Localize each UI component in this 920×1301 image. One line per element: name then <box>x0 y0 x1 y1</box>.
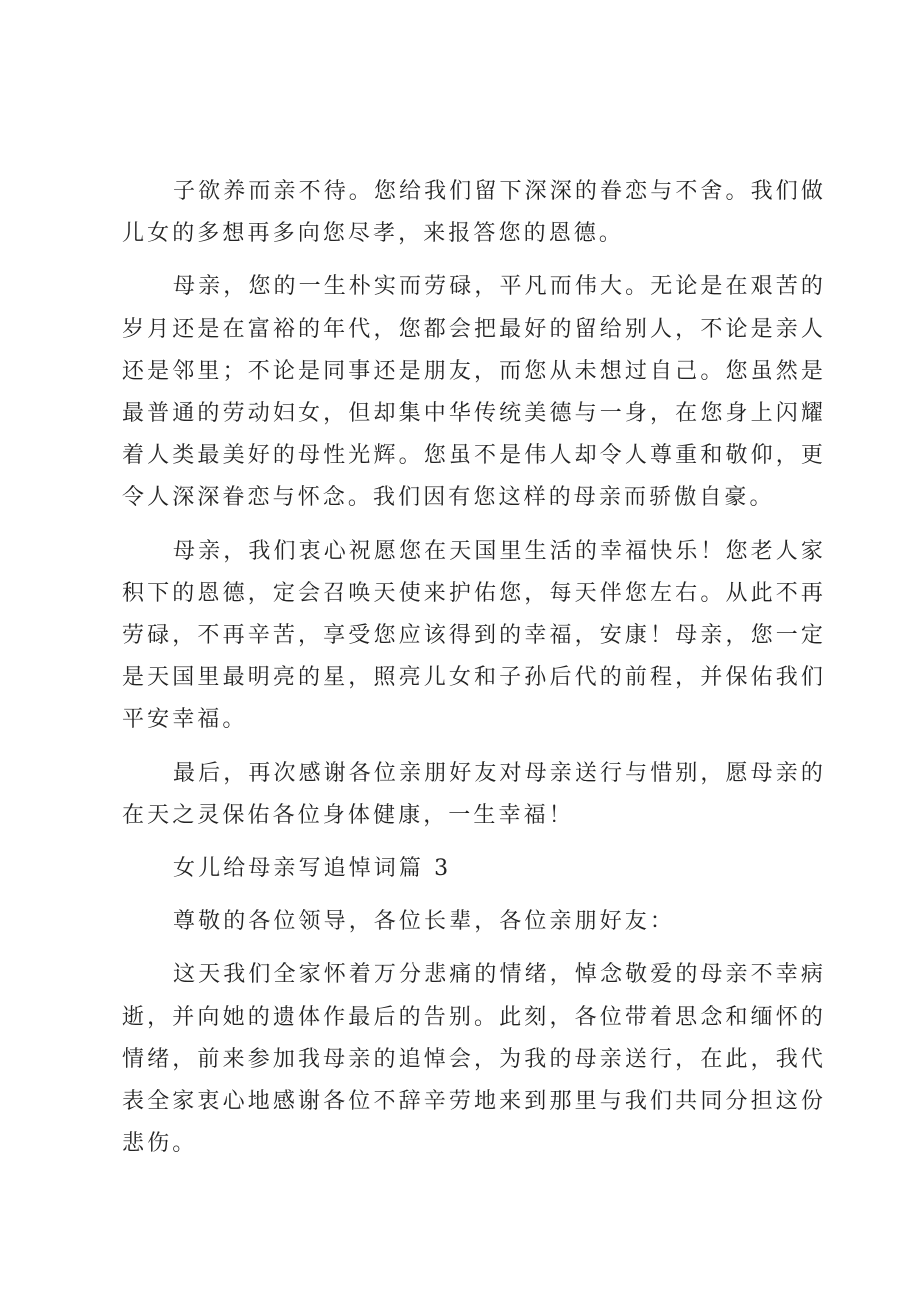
paragraph-blessing: 母亲，我们衷心祝愿您在天国里生活的幸福快乐！您老人家积下的恩德，定会召唤天使来护佑您，每天伴您左右。从此不再劳碌，不再辛苦，享受您应该得到的幸福，安康！母亲，您一定是天国里最明亮的星，照亮儿女和子孙后代的前程，并保佑我们平安幸福。 <box>122 538 826 733</box>
paragraph-thanks: 最后，再次感谢各位亲朋好友对母亲送行与惜别，愿母亲的在天之灵保佑各位身体健康，一生幸福！ <box>122 760 826 828</box>
paragraph-mother-life: 母亲，您的一生朴实而劳碌，平凡而伟大。无论是在艰苦的岁月还是在富裕的年代，您都会把最好的留给别人，不论是亲人还是邻里；不论是同事还是朋友，而您从未想过自己。您虽然是最普通的劳动妇女，但却集中华传统美德与一身，在您身上闪耀着人类最美好的母性光辉。您虽不是伟人却令人尊重和敬仰，更令人深深眷恋与怀念。我们因有您这样的母亲而骄傲自豪。 <box>122 274 826 511</box>
paragraph-opening: 这天我们全家怀着万分悲痛的情绪，悼念敬爱的母亲不幸病逝，并向她的遗体作最后的告别。此刻，各位带着思念和缅怀的情绪，前来参加我母亲的追悼会，为我的母亲送行，在此，我代表全家衷心地感谢各位不辞辛劳地来到那里与我们共同分担这份悲伤。 <box>122 962 826 1157</box>
greeting-line: 尊敬的各位领导，各位长辈，各位亲朋好友： <box>173 909 676 935</box>
document-body <box>122 171 826 1176</box>
paragraph-continuation: 子欲养而亲不待。您给我们留下深深的眷恋与不舍。我们做儿女的多想再多向您尽孝，来报答您的恩德。 <box>122 179 826 247</box>
section-heading: 女儿给母亲写追悼词篇 3 <box>173 856 452 882</box>
